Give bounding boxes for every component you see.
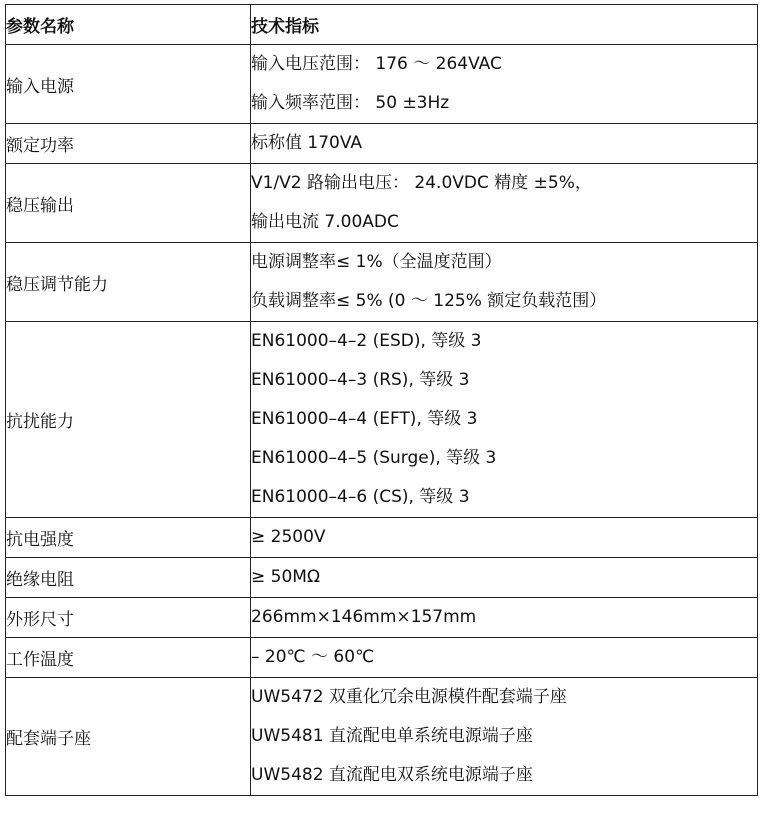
spec-line: UW5482 直流配电双系统电源端子座 (251, 765, 533, 785)
spec-line: ≥ 2500V (251, 527, 326, 547)
param-name: 抗电强度 (6, 518, 251, 558)
table-row (6, 243, 758, 322)
spec-line: 输出电流 7.00ADC (251, 212, 399, 232)
header-spec: 技术指标 (251, 5, 758, 45)
spec-cell (251, 558, 758, 598)
spec-table (5, 4, 758, 796)
param-name: 稳压调节能力 (6, 243, 251, 322)
spec-cell (251, 518, 758, 558)
spec-cell (251, 45, 758, 124)
table-row (6, 124, 758, 164)
table-body (6, 45, 758, 796)
table-row (6, 678, 758, 796)
param-name: 工作温度 (6, 638, 251, 678)
spec-cell (251, 322, 758, 518)
param-name: 稳压输出 (6, 164, 251, 243)
spec-cell (251, 638, 758, 678)
spec-cell (251, 124, 758, 164)
spec-line: EN61000–4–3 (RS), 等级 3 (251, 370, 470, 390)
spec-cell (251, 164, 758, 243)
spec-line: V1/V2 路输出电压： 24.0VDC 精度 ±5%， (251, 173, 592, 193)
table-row (6, 164, 758, 243)
spec-cell (251, 598, 758, 638)
spec-line: 266mm×146mm×157mm (251, 607, 477, 627)
param-name: 额定功率 (6, 124, 251, 164)
spec-line: 标称值 170VA (251, 133, 363, 153)
spec-line: 负载调整率≤ 5% (0 ～ 125% 额定负载范围） (251, 291, 607, 311)
spec-line: 输入电压范围： 176 ～ 264VAC (251, 54, 502, 74)
param-name: 绝缘电阻 (6, 558, 251, 598)
spec-line: EN61000–4–2 (ESD), 等级 3 (251, 331, 482, 351)
spec-line: EN61000–4–6 (CS), 等级 3 (251, 487, 470, 507)
spec-line: EN61000–4–4 (EFT), 等级 3 (251, 409, 478, 429)
spec-line: UW5472 双重化冗余电源模件配套端子座 (251, 687, 567, 707)
table-row (6, 638, 758, 678)
spec-cell (251, 243, 758, 322)
spec-line: 电源调整率≤ 1%（全温度范围） (251, 252, 502, 272)
param-name: 抗扰能力 (6, 322, 251, 518)
spec-line: UW5481 直流配电单系统电源端子座 (251, 726, 533, 746)
table-row (6, 558, 758, 598)
spec-line: EN61000–4–5 (Surge), 等级 3 (251, 448, 497, 468)
param-name: 输入电源 (6, 45, 251, 124)
table-row (6, 322, 758, 518)
table-row (6, 518, 758, 558)
spec-line: – 20℃ ～ 60℃ (251, 647, 375, 667)
table-row (6, 598, 758, 638)
header-param: 参数名称 (6, 5, 251, 45)
param-name: 配套端子座 (6, 678, 251, 796)
spec-line: 输入频率范围： 50 ±3Hz (251, 93, 450, 113)
table-row (6, 45, 758, 124)
spec-cell (251, 678, 758, 796)
spec-line: ≥ 50MΩ (251, 567, 320, 587)
table-header-row (6, 5, 758, 45)
param-name: 外形尺寸 (6, 598, 251, 638)
